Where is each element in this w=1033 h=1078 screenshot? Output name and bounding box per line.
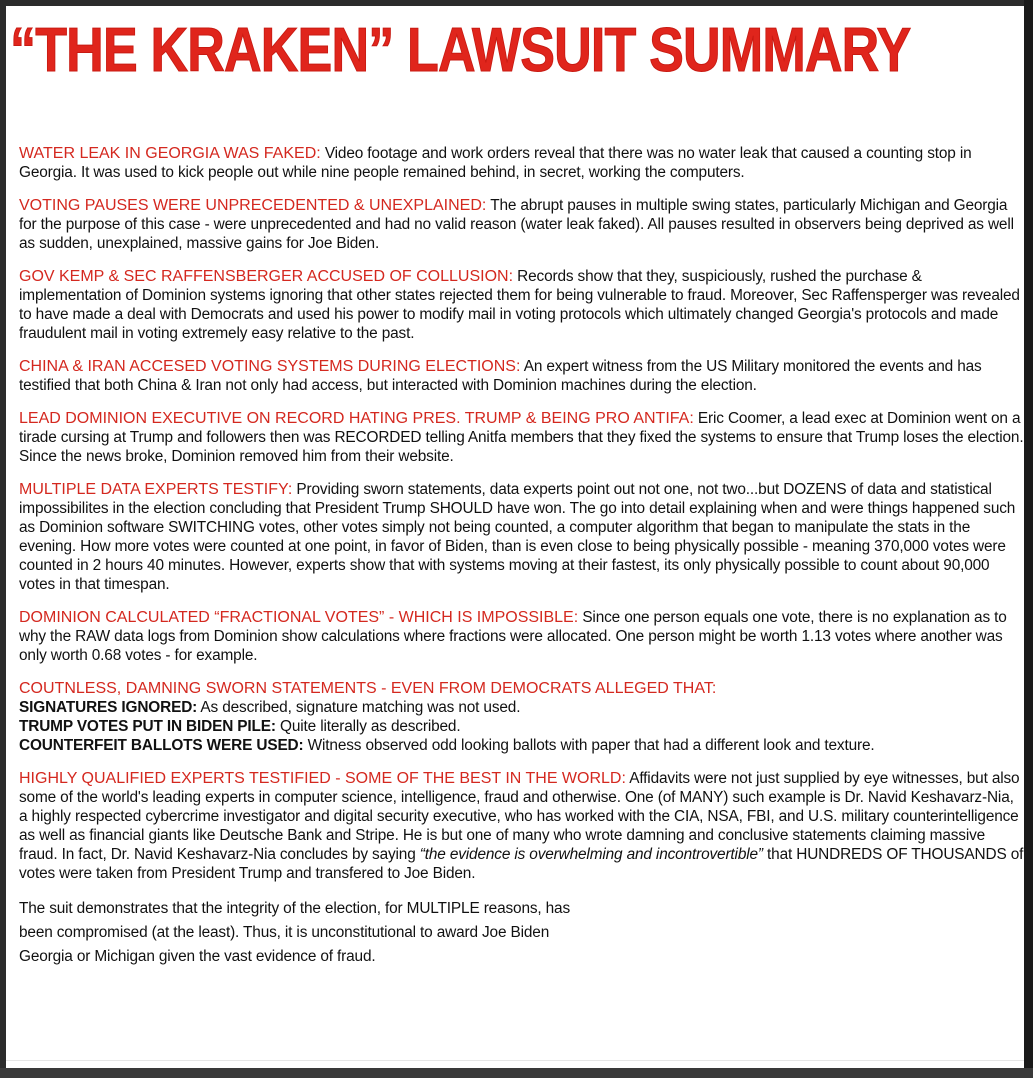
conclusion-paragraph [19, 897, 1024, 969]
section-heading: HIGHLY QUALIFIED EXPERTS TESTIFIED - SOME OF THE BEST IN THE WORLD: [19, 770, 626, 787]
section-china-iran [19, 357, 1024, 395]
section-sworn-statements [19, 679, 1024, 755]
section-data-experts [19, 480, 1024, 594]
bottom-border [0, 1068, 1033, 1078]
section-qualified-experts [19, 769, 1024, 883]
statement-text: Quite literally as described. [280, 718, 461, 735]
statement-label: TRUMP VOTES PUT IN BIDEN PILE: [19, 718, 276, 735]
section-voting-pauses [19, 196, 1024, 253]
expert-quote: “the evidence is overwhelming and incontrovertible” [419, 846, 763, 863]
section-body-continued: that HUNDREDS OF THOUSANDS of votes were taken from President Trump and transfered to Joe Biden. [19, 846, 1024, 882]
section-heading: DOMINION CALCULATED “FRACTIONAL VOTES” - WHICH IS IMPOSSIBLE: [19, 609, 579, 626]
statement-label: SIGNATURES IGNORED: [19, 699, 198, 716]
section-heading: VOTING PAUSES WERE UNPRECEDENTED & UNEXPLAINED: [19, 197, 487, 214]
conclusion-line: Georgia or Michigan given the vast evidence of fraud. [19, 948, 376, 965]
summary-page [6, 6, 1024, 1068]
bottom-divider [6, 1060, 1024, 1061]
section-body: The abrupt pauses in multiple swing states, particularly Michigan and Georgia for the purpose of this case - were unprecedented and had no valid reason (water leak faked). All pauses resulted in observers being deprived as well as sudden, unexplained, massive gains for Joe Biden. [19, 197, 1014, 252]
section-body: Since one person equals one vote, there is no explanation as to why the RAW data logs from Dominion show calculations where fractions were allocated. One person might be worth 1.13 votes where another was only worth 0.68 votes - for example. [19, 609, 1007, 664]
right-border [1024, 0, 1033, 1078]
summary-content [19, 144, 1024, 983]
statement-text: Witness observed odd looking ballots with paper that had a different look and texture. [307, 737, 875, 754]
conclusion-line: been compromised (at the least). Thus, it is unconstitutional to award Joe Biden [19, 924, 550, 941]
section-body: Records show that they, suspiciously, rushed the purchase & implementation of Dominion systems ignoring that other states rejected them for being vulnerable to fraud. Moreover, Sec Raffensperger was revealed to have made a deal with Democrats and used his power to modify mail in voting protocols which ultimately changed Georgia's protocols and made fraudulent mail in voting extremely easy relative to the past. [19, 268, 1020, 342]
section-body: An expert witness from the US Military monitored the events and has testified that both China & Iran not only had access, but interacted with Dominion machines during the election. [19, 358, 982, 394]
section-water-leak [19, 144, 1024, 182]
conclusion-line: The suit demonstrates that the integrity of the election, for MULTIPLE reasons, has [19, 900, 571, 917]
section-kemp-raffensberger [19, 267, 1024, 343]
section-heading: LEAD DOMINION EXECUTIVE ON RECORD HATING PRES. TRUMP & BEING PRO ANTIFA: [19, 410, 694, 427]
section-body: Eric Coomer, a lead exec at Dominion went on a tirade cursing at Trump and followers then was RECORDED telling Anitfa members that they fixed the systems to ensure that Trump loses the election. Since the news broke, Dominion removed him from their website. [19, 410, 1024, 465]
section-dominion-executive [19, 409, 1024, 466]
section-heading: GOV KEMP & SEC RAFFENSBERGER ACCUSED OF COLLUSION: [19, 268, 514, 285]
section-heading: COUTNLESS, DAMNING SWORN STATEMENTS - EVEN FROM DEMOCRATS ALLEGED THAT: [19, 680, 717, 697]
section-body: Affidavits were not just supplied by eye witnesses, but also some of the world's leading experts in computer science, intelligence, fraud and otherwise. One (of MANY) such example is Dr. Navid Keshavarz-Nia, a highly respected cybercrime investigator and digital security executive, who has worked with the CIA, NSA, FBI, and U.S. military counterintelligence as well as financial giants like Deutsche Bank and Stripe. He is but one of many who wrote damning and conclusive statements claiming massive fraud. In fact, Dr. Navid Keshavarz-Nia concludes by saying [19, 770, 1020, 863]
statement-item [19, 736, 1024, 755]
statement-label: COUNTERFEIT BALLOTS WERE USED: [19, 737, 304, 754]
statement-text: As described, signature matching was not used. [200, 699, 521, 716]
page-title: “THE KRAKEN” LAWSUIT SUMMARY [10, 16, 911, 85]
section-body: Video footage and work orders reveal that there was no water leak that caused a counting stop in Georgia. It was used to kick people out while nine people remained behind, in secret, working the computers. [19, 145, 972, 181]
section-heading: WATER LEAK IN GEORGIA WAS FAKED: [19, 145, 321, 162]
section-fractional-votes [19, 608, 1024, 665]
section-heading: CHINA & IRAN ACCESED VOTING SYSTEMS DURING ELECTIONS: [19, 358, 521, 375]
section-heading: MULTIPLE DATA EXPERTS TESTIFY: [19, 481, 293, 498]
statement-item [19, 698, 1024, 717]
statement-item [19, 717, 1024, 736]
section-body: Providing sworn statements, data experts point out not one, not two...but DOZENS of data and statistical impossibilites in the election concluding that President Trump SHOULD have won. The go into detail explaining when and were things happened such as Dominion software SWITCHING votes, other votes simply not being counted, a computer algorithm that began to manipulate the stats in the evening. How more votes were counted at one point, in favor of Biden, than is even close to being physically possible - meaning 370,000 votes were counted in 2 hours 40 minutes. However, experts show that with systems moving at their fastest, its only physically possible to count about 90,000 votes in that timespan. [19, 481, 1016, 593]
